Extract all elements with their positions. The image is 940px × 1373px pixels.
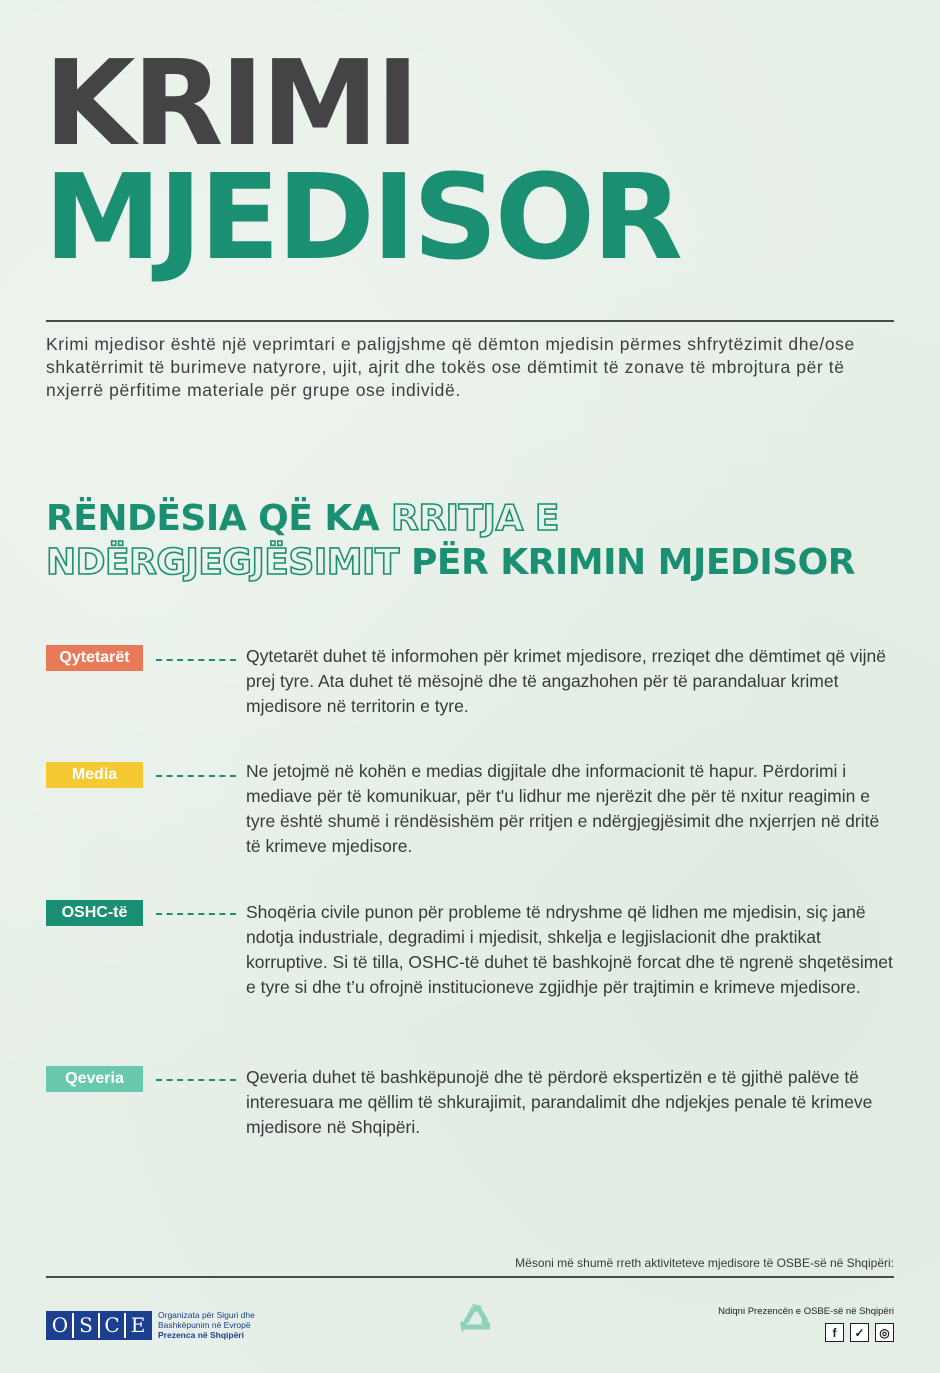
paragraph-media: Ne jetojmë në kohën e medias digjitale dhe informacionit të hapur. Përdorimi i mediave për të komunikuar, për t'u lidhur me njerëzit dhe për të nxitur reagimin e tyre është shumë i rëndësishëm për rritjen e ndërgjegjësimit dhe nxjerrjen në dritë të krimeve mjedisore. (246, 761, 880, 856)
org-line-2: Bashkëpunim në Evropë (158, 1320, 251, 1330)
bottom-divider (46, 1276, 894, 1278)
intro-paragraph: Krimi mjedisor është një veprimtari e paligjshme që dëmton mjedisin përmes shfrytëzimit dhe/ose shkatërrimit të burimeve natyrore, ujit, ajrit dhe tokës ose dëmtimit të zonave të mbrojtura për të nxjerrë përfitime materiale për grupe ose individë. (46, 334, 855, 400)
osce-logo (46, 1310, 255, 1340)
tag-qytetaret: Qytetarët (46, 645, 143, 671)
dash-connector (156, 1079, 236, 1081)
osce-wordmark (46, 1311, 152, 1340)
tag-media: Media (46, 762, 143, 788)
heading-part-1: RËNDËSIA QË KA (46, 498, 392, 539)
facebook-icon[interactable]: f (825, 1323, 844, 1342)
tag-qeveria: Qeveria (46, 1066, 143, 1092)
heading-part-4: PËR KRIMIN MJEDISOR (399, 542, 855, 583)
org-name (158, 1310, 255, 1340)
osce-letter: O (48, 1313, 74, 1338)
dash-connector (156, 775, 236, 777)
title-line-2: MJEDISOR (44, 148, 680, 286)
org-line-1: Organizata për Siguri dhe (158, 1310, 255, 1320)
osce-letter: S (74, 1313, 100, 1338)
org-line-3: Prezenca në Shqipëri (158, 1330, 244, 1340)
follow-text: Ndiqni Prezencën e OSBE-së në Shqipëri (718, 1306, 894, 1317)
top-divider (46, 320, 894, 322)
paragraph-oshc: Shoqëria civile punon për probleme të ndryshme që lidhen me mjedisin, siç janë ndotja industriale, degradimi i mjedisit, shkelja e legjislacionit dhe praktikat korruptive. Si të tilla, OSHC-të duhet të bashkojnë forcat dhe të ngrenë shqetësimet e tyre si dhe t’u ofrojnë institucioneve zgjidhje për trajtimin e krimeve mjedisore. (246, 902, 893, 997)
paragraph-qytetaret: Qytetarët duhet të informohen për krimet mjedisore, rreziqet dhe dëmtimet që vijnë prej tyre. Ata duhet të mësojnë dhe të angazhohen për të parandaluar krimet mjedisore në territorin e tyre. (246, 646, 887, 716)
paragraph-qeveria: Qeveria duhet të bashkëpunojë dhe të përdorë ekspertizën e të gjithë palëve të interesuara me qëllim të shkurajimit, parandalimit dhe ndjekjes penale të krimeve mjedisore në Shqipëri. (246, 1067, 873, 1137)
instagram-icon[interactable]: ◎ (875, 1323, 894, 1342)
dash-connector (156, 659, 236, 661)
social-links (825, 1323, 894, 1342)
heading-outline-2: NDËRGJEGJËSIMIT (46, 542, 399, 583)
learn-more-text: Mësoni më shumë rreth aktiviteteve mjedisore të OSBE-së në Shqipëri: (515, 1256, 894, 1270)
heading-outline-1: RRITJA E (391, 498, 559, 539)
section-heading (46, 497, 926, 585)
osce-letter: E (126, 1313, 150, 1338)
dash-connector (156, 913, 236, 915)
tag-oshc: OSHC-të (46, 900, 143, 926)
osce-letter: C (100, 1313, 126, 1338)
twitter-icon[interactable]: ✓ (850, 1323, 869, 1342)
recycle-icon (456, 1300, 498, 1342)
title-line-1: KRIMI (44, 34, 417, 172)
